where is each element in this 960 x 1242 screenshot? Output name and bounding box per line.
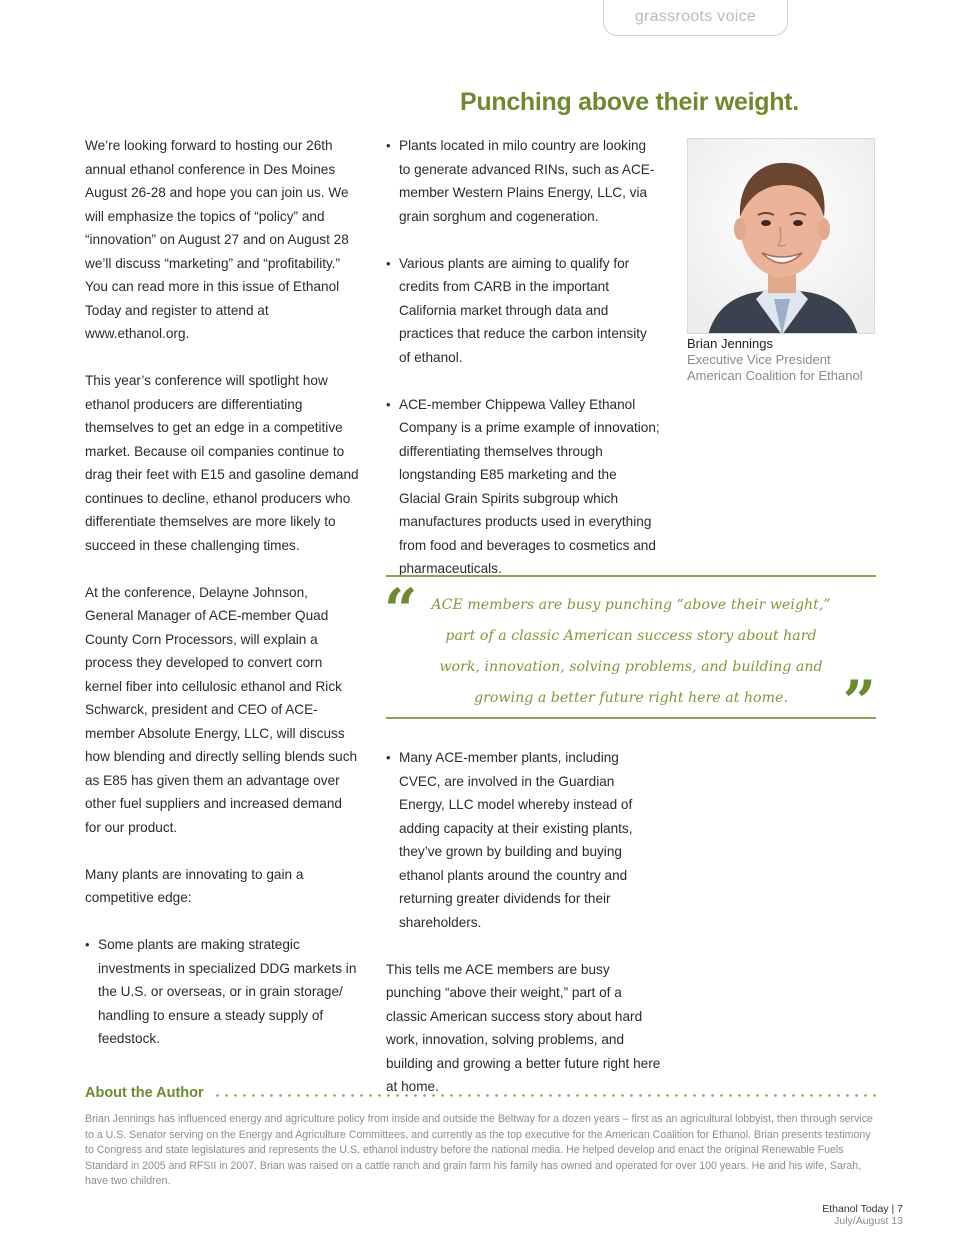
author-portrait-image <box>688 139 875 334</box>
section-tab <box>603 0 788 36</box>
about-author-header <box>85 1085 877 1105</box>
article-headline: Punching above their weight. <box>460 88 799 116</box>
author-photo <box>687 138 875 334</box>
pull-quote-text: ACE members are busy punching “above their weight,” part of a classic American success story about hard work, innovation, solving problems, and building and growing a better future right here at home. <box>431 597 831 706</box>
close-quote-mark: ” <box>842 668 876 736</box>
middle-column-top <box>386 134 661 604</box>
author-name: Brian Jennings <box>687 336 773 351</box>
author-photo-caption <box>687 336 887 384</box>
issue-date: July/August 13 <box>834 1215 903 1227</box>
page-footer <box>822 1203 903 1227</box>
middle-bullet-list <box>386 134 661 581</box>
bullet-item: • Some plants are making strategic investments in specialized DDG markets in the U.S. or overseas, or in grain storage/ handling to ensure a steady supply of feedstock. <box>85 933 360 1051</box>
speakers-paragraph: At the conference, Delayne Johnson, General Manager of ACE-member Quad County Corn Processors, will explain a process they developed to convert corn kernel fiber into cellulosic ethanol and Rick Schwarck, president and CEO of ACE-member Absolute Energy, LLC, will discuss how blending and directly selling blends such as E85 has given them an advantage over other fuel suppliers and increased demand for our product. <box>85 584 358 835</box>
left-bullet-list <box>85 933 360 1051</box>
innovation-lead-paragraph: Many plants are innovating to gain a competitive edge: <box>85 866 304 905</box>
about-author-heading: About the Author <box>85 1085 212 1101</box>
pull-quote <box>384 575 876 736</box>
publication-page-number: Ethanol Today | 7 <box>822 1203 903 1215</box>
closing-paragraph: This tells me ACE members are busy punching “above their weight,” part of a classic American success story about hard work, innovation, solving problems, and building and growing a better future right here at home. <box>386 961 661 1094</box>
section-tab-label: grassroots voice <box>634 8 757 25</box>
conference-paragraph: This year’s conference will spotlight how ethanol producers are differentiating themselves to get an edge in a competitive market. Because oil companies continue to drag their feet with E15 and gasoline demand continues to decline, ethanol producers who differentiate themselves are more likely to succeed in these challenging times. <box>85 373 359 553</box>
middle-bullet-list-bottom <box>386 746 661 934</box>
open-quote-mark: “ <box>384 576 418 644</box>
bullet-item: • ACE-member Chippewa Valley Ethanol Company is a prime example of innovation; differentiating themselves through longstanding E85 marketing and the Glacial Grain Spirits subgroup which manufactures products used in everything from food and beverages to cosmetics and pharmaceuticals. <box>386 393 661 581</box>
bullet-item: • Many ACE-member plants, including CVEC, are involved in the Guardian Energy, LLC model whereby instead of adding capacity at their existing plants, they’ve grown by building and buying ethanol plants around the country and returning greater dividends for their shareholders. <box>386 746 661 934</box>
middle-column-bottom <box>386 746 661 1122</box>
bullet-item: • Plants located in milo country are looking to generate advanced RINs, such as ACE-member Western Plains Energy, LLC, via grain sorghum and cogeneration. <box>386 134 661 228</box>
bullet-item: • Various plants are aiming to qualify for credits from CARB in the important California market through data and practices that reduce the carbon intensity of ethanol. <box>386 252 661 370</box>
left-column <box>85 134 360 1074</box>
dotted-divider <box>213 1094 877 1097</box>
author-organization: American Coalition for Ethanol <box>687 368 863 383</box>
about-author-body: Brian Jennings has influenced energy and agriculture policy from inside and outside the Beltway for a dozen years – first as an agricultural lobbyist, then through service to a U.S. Senator serving on the Energy and Agriculture Committees, and currently as the top executive for the American Coalition for Ethanol. Brian presents testimony to Congress and state legislatures and represents the U.S. ethanol industry before the national media. He helped develop and enact the original Renewable Fuels Standard in 2005 and RFSII in 2007. Brian was raised on a cattle ranch and grain farm his family has owned and operated for over 100 years. He and his wife, Sarah, have two children. <box>85 1113 873 1187</box>
intro-paragraph: We’re looking forward to hosting our 26th annual ethanol conference in Des Moines August 26-28 and hope you can join us. We will emphasize the topics of “policy” and “innovation” on August 27 and on August 28 we’ll discuss “marketing” and “profitability.” You can read more in this issue of Ethanol Today and register to attend at www.ethanol.org. <box>85 138 349 341</box>
author-title: Executive Vice President <box>687 352 831 367</box>
